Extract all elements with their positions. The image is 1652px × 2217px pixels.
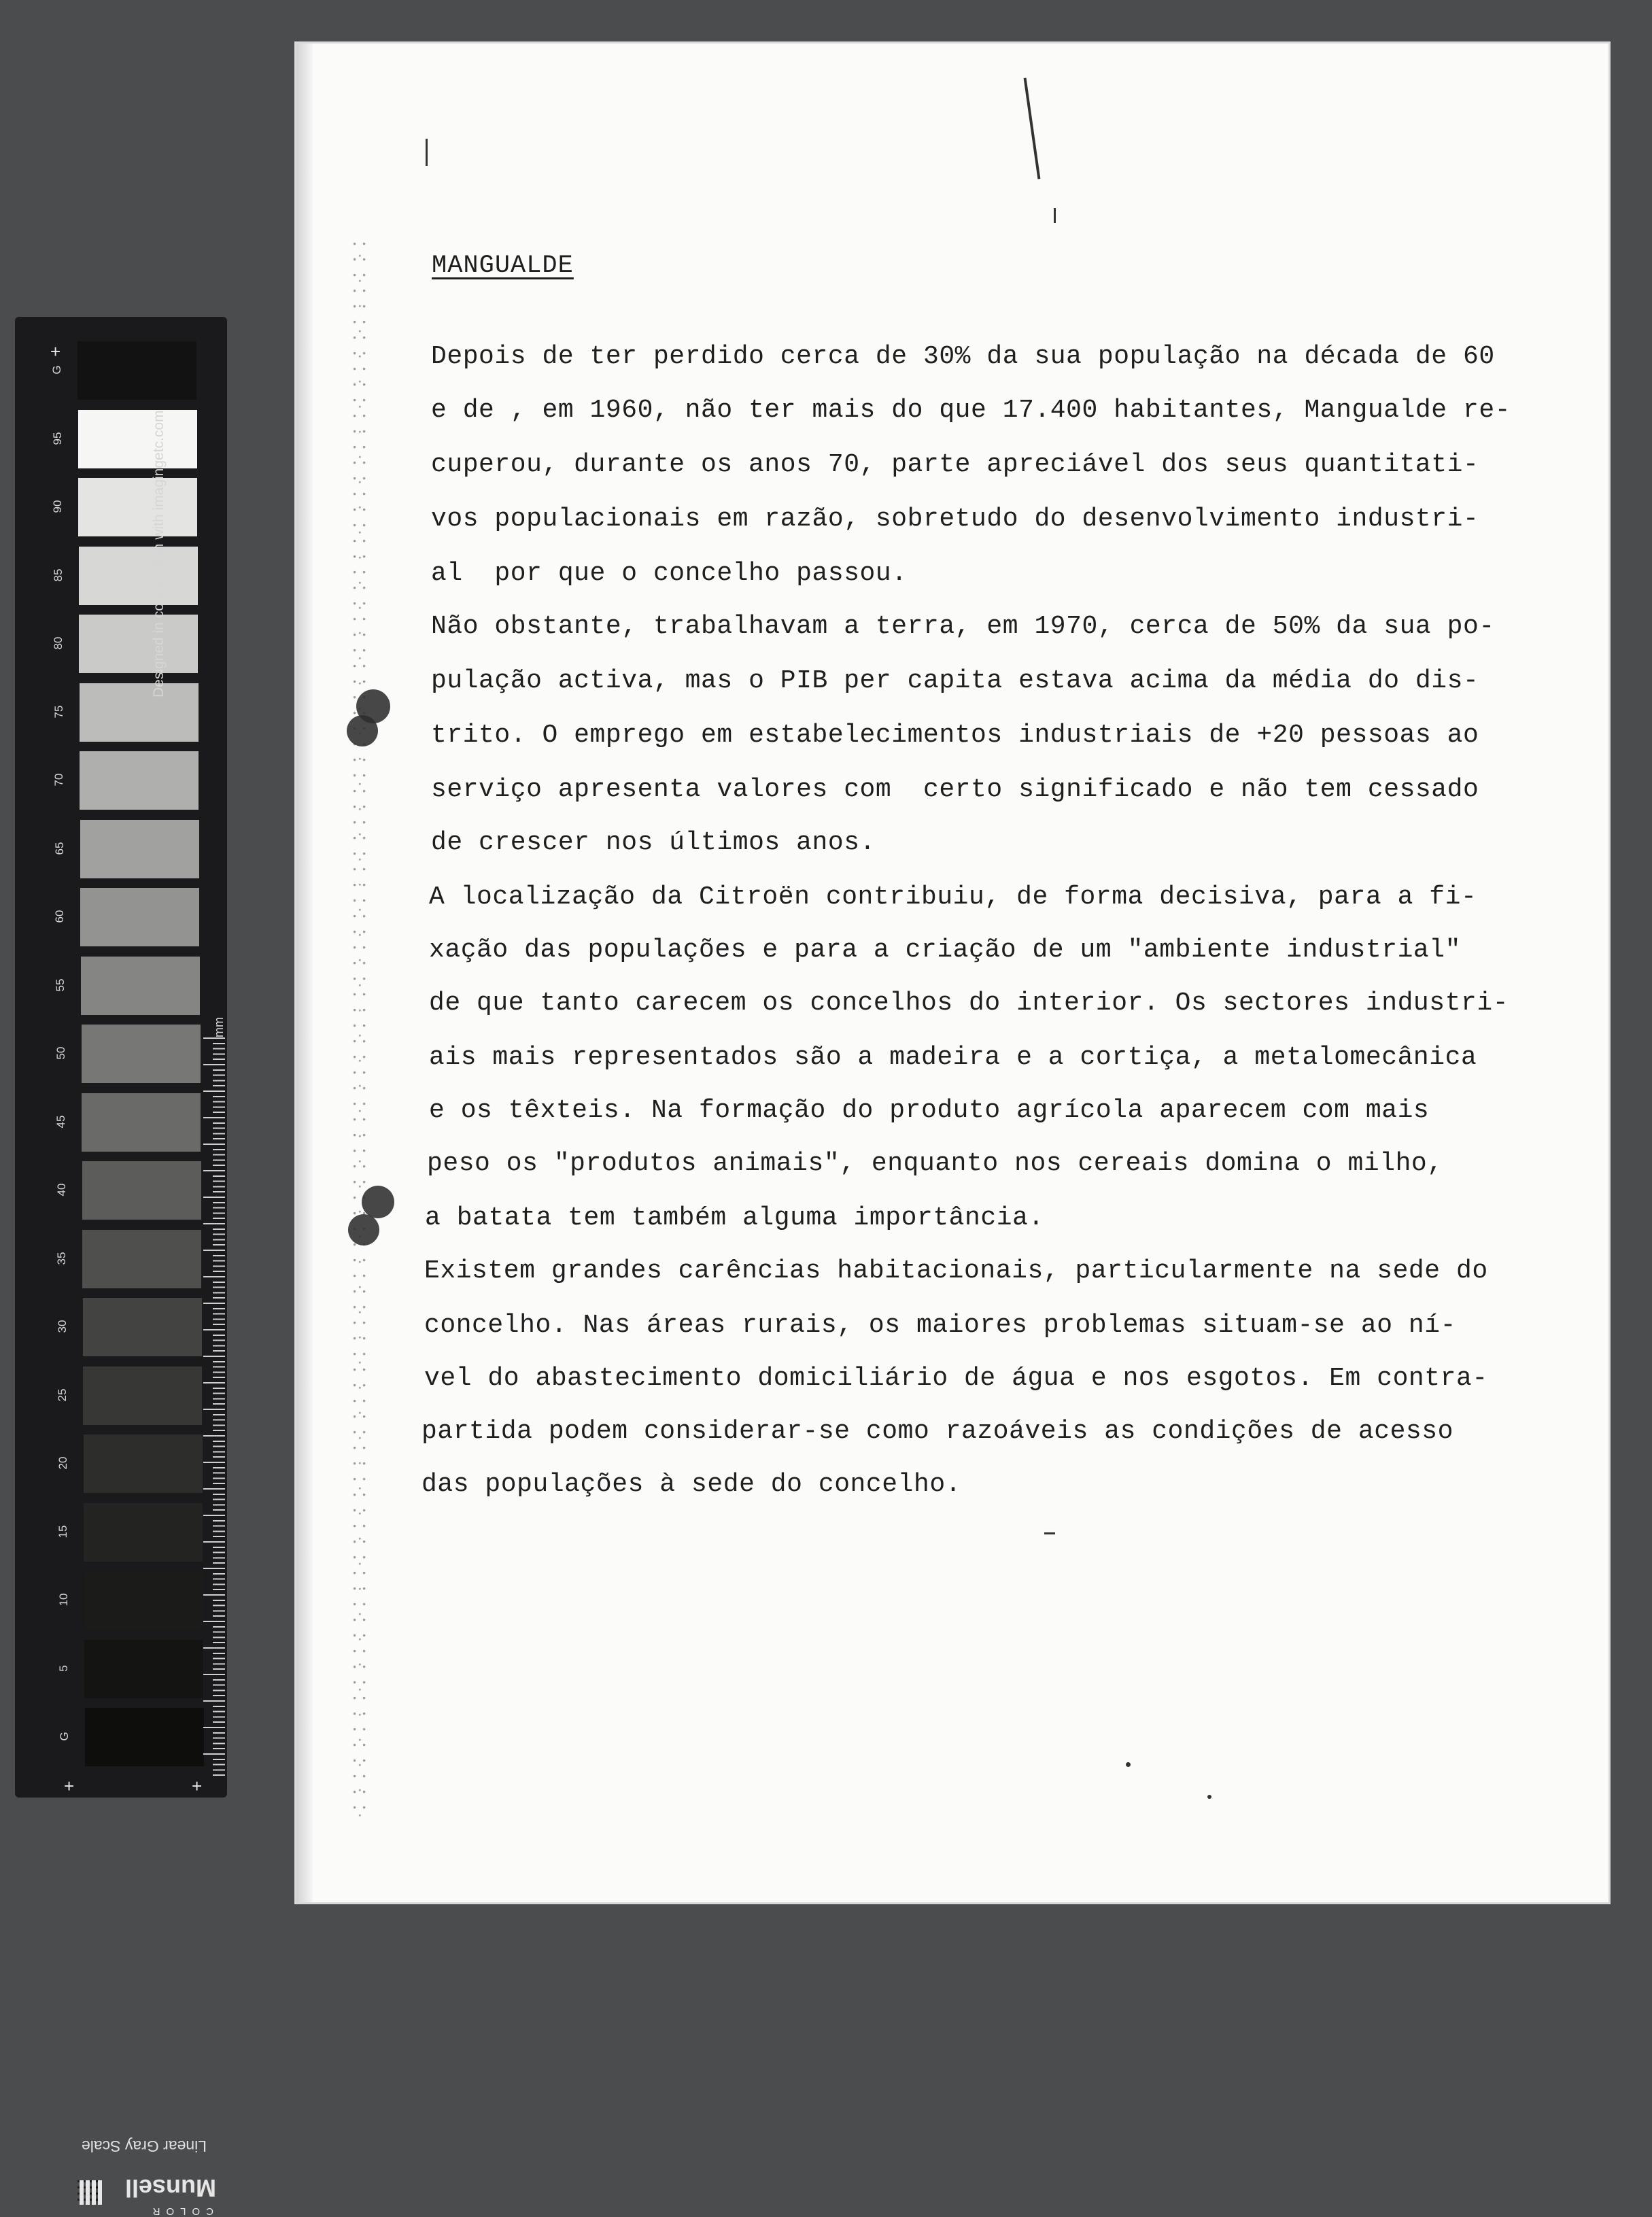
munsell-grid-icon <box>78 2180 102 2205</box>
text-line: concelho. Nas áreas rurais, os maiores problemas situam-se ao ní- <box>424 1311 1456 1340</box>
document-page <box>296 44 1608 1902</box>
swatch-label: 85 <box>51 568 65 581</box>
scan-mark <box>1054 208 1056 223</box>
text-line: peso os "produtos animais", enquanto nos cereais domina o milho, <box>427 1149 1443 1178</box>
text-line: trito. O emprego em estabelecimentos industriais de +20 pessoas ao <box>431 721 1479 750</box>
gray-swatch <box>84 1571 203 1630</box>
punch-hole <box>347 715 378 746</box>
munsell-brand-name: Munsell <box>124 2174 216 2202</box>
scan-specks <box>351 241 371 1818</box>
gray-swatch <box>80 888 199 946</box>
gray-swatch <box>82 1161 201 1220</box>
swatch-label: 40 <box>54 1183 68 1197</box>
crosshair-icon: + <box>64 1776 75 1796</box>
text-line: xação das populações e para a criação de um "ambiente industrial" <box>429 935 1461 965</box>
swatch-label: 20 <box>56 1456 69 1470</box>
text-line: e de , em 1960, não ter mais do que 17.400 habitantes, Mangualde re- <box>431 396 1511 425</box>
swatch-label: 70 <box>52 773 66 787</box>
text-line: cuperou, durante os anos 70, parte apreciável dos seus quantitati- <box>431 450 1479 479</box>
scan-mark <box>426 139 428 166</box>
swatch-label: 35 <box>55 1252 69 1265</box>
swatch-label: 60 <box>53 910 67 923</box>
gray-swatch <box>80 820 199 878</box>
text-line: al por que o concelho passou. <box>431 559 908 588</box>
scan-mark <box>1126 1762 1131 1767</box>
text-line: ais mais representados são a madeira e a cortiça, a metalomecânica <box>429 1043 1477 1072</box>
swatch-label: 65 <box>52 842 66 855</box>
swatch-label: 45 <box>54 1115 68 1128</box>
crosshair-icon: + <box>192 1776 203 1796</box>
crosshair-icon: + <box>50 341 61 362</box>
gray-swatch <box>82 1093 201 1152</box>
swatch-label: 55 <box>53 978 67 991</box>
gray-swatch <box>84 1640 203 1698</box>
gray-swatch <box>78 410 197 468</box>
swatch-label: 50 <box>54 1046 67 1060</box>
swatch-label: 25 <box>56 1388 69 1401</box>
text-line: e os têxteis. Na formação do produto agrícola aparecem com mais <box>429 1096 1430 1125</box>
ruler-unit-label: mm <box>212 1017 226 1037</box>
swatch-label: 90 <box>51 500 65 513</box>
text-line: pulação activa, mas o PIB per capita estava acima da média do dis- <box>431 666 1479 695</box>
scan-mark <box>1024 78 1041 179</box>
text-line: Não obstante, trabalhavam a terra, em 1970, cerca de 50% da sua po- <box>431 612 1495 641</box>
text-line: a batata tem também alguma importância. <box>425 1203 1044 1233</box>
swatch-label: 95 <box>50 432 64 445</box>
gray-swatch <box>80 683 199 742</box>
swatch-label: 15 <box>56 1525 70 1538</box>
gray-swatch <box>85 1708 204 1766</box>
gray-swatch <box>82 1230 201 1288</box>
gray-swatch <box>84 1434 203 1493</box>
text-line: Existem grandes carências habitacionais, particularmente na sede do <box>424 1256 1488 1286</box>
gray-scale-card <box>15 317 227 2217</box>
text-line: partida podem considerar-se como razoáveis as condições de acesso <box>421 1417 1453 1446</box>
gray-swatch <box>83 1367 202 1425</box>
text-line: de que tanto carecem os concelhos do interior. Os sectores industri- <box>429 989 1509 1018</box>
munsell-logo <box>73 2169 216 2217</box>
gray-swatch <box>82 1025 201 1083</box>
swatch-label: 30 <box>55 1320 69 1333</box>
swatch-label: 10 <box>56 1593 70 1606</box>
swatch-label: 75 <box>52 705 65 718</box>
gray-swatch <box>78 341 196 400</box>
swatch-label: G <box>50 365 63 375</box>
scan-mark <box>1207 1795 1211 1799</box>
gray-swatch <box>80 751 199 810</box>
gray-swatch <box>78 478 197 536</box>
gray-swatch <box>79 615 198 673</box>
page-title: MANGUALDE <box>432 252 574 280</box>
mm-ruler <box>213 1037 225 1778</box>
text-line: serviço apresenta valores com certo significado e não tem cessado <box>431 775 1479 804</box>
gray-swatch <box>83 1298 202 1356</box>
munsell-sub-label: COLOR <box>146 2205 213 2217</box>
swatch-label: 5 <box>57 1664 71 1672</box>
text-line: Depois de ter perdido cerca de 30% da sua população na década de 60 <box>431 342 1495 371</box>
text-line: vel do abastecimento domiciliário de água e nos esgotos. Em contra- <box>424 1364 1488 1393</box>
linear-gray-scale-label: Linear Gray Scale <box>81 2137 207 2155</box>
text-line: vos populacionais em razão, sobretudo do desenvolvimento industri- <box>431 504 1479 534</box>
gray-swatch <box>81 957 200 1015</box>
text-line: de crescer nos últimos anos. <box>431 828 876 857</box>
punch-hole <box>362 1186 394 1218</box>
text-line: A localização da Citroën contribuiu, de forma decisiva, para a fi- <box>429 882 1477 912</box>
swatch-label: G <box>58 1732 71 1741</box>
gray-swatch <box>84 1503 203 1562</box>
text-line: das populações à sede do concelho. <box>421 1470 962 1499</box>
gray-swatch <box>79 547 198 605</box>
punch-hole <box>348 1214 379 1245</box>
swatch-label: 80 <box>52 636 65 650</box>
scan-mark <box>1044 1532 1055 1534</box>
card-credit-text: Designed in cooperation with imagingetc.com <box>151 410 167 698</box>
